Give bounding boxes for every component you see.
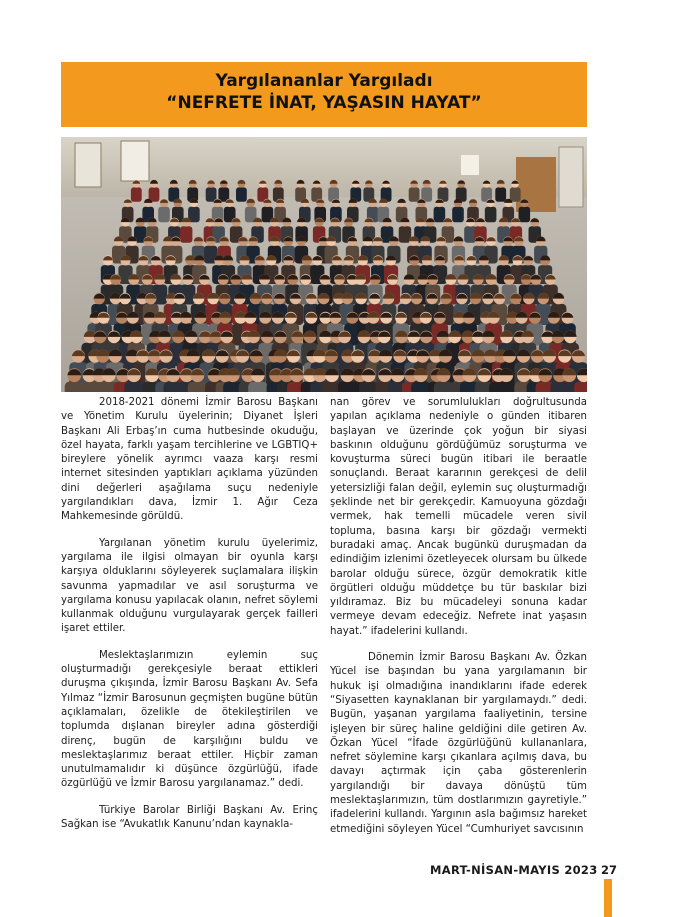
paragraph: 2018-2021 dönemi İzmir Barosu Başkanı ve Yönetim Kurulu üyelerinin; Diyanet İşleri Başkanı Ali Erbaş’ın cuma hutbesinde okuduğu, özel hayata, farklı yaşam tercihlerine ve LGBTIQ+ bireylere yönelik ayrımcı vaaza karşı resmi internet sitesinden yaptıkları açıklama yüzünden dini değerleri aşağılama suçu nedeniyle yargılandıkları dava, İzmir 1. Ağır Ceza Mahkemesinde görüldü. (61, 397, 318, 523)
paragraph: nan görev ve sorumlulukları doğrultusunda yapılan açıklama nedeniyle o günden itibaren başlayan ve üzerinde çok yoğun bir siyasi baskının olduğunu gördüğümüz soruşturma ve kovuşturma süreci bugün itibari ile beraatle sonuçlandı. Beraat kararının gerekçesi de delil yetersizliği falan değil, eylemin suç oluşturmadığı şeklinde net bir gerekçedir. Kamuoyuna gözdağı vermek, hak temelli mücadele veren sivil topluma, basına karşı bir gözdağı vermekti buradaki amaç. Ancak bugünkü duruşmadan da edindiğim izlenimi özetleyecek olursam bu ülkede barolar olduğu sürece, özgür demokratik kitle örgütleri olduğu müddetçe bu tür baskılar bizi yıldıramaz. Biz bu mücadeleyi sonuna kadar vermeye devam edeceğiz. Nefrete inat yaşasın hayat.” ifadelerini kullandı. (330, 397, 587, 637)
article-left-column (61, 396, 318, 844)
issue-date: MART-NİSAN-MAYIS 2023 (430, 863, 598, 877)
page-accent-bar (604, 879, 612, 917)
page-number: 27 (601, 863, 618, 877)
article-subtitle: “NEFRETE İNAT, YAŞASIN HAYAT” (166, 93, 482, 113)
group-photo-image (61, 137, 587, 392)
paragraph: Türkiye Barolar Birliği Başkanı Av. Erinç Sağkan ise “Avukatlık Kanunu’ndan kaynakla- (61, 804, 318, 831)
article-right-column (330, 396, 587, 849)
paragraph: Yargılanan yönetim kurulu üyelerimiz, yargılama ile ilgisi olmayan bir oyunla karşı karşıya olduklarını söyleyerek suçlamalara ilişkin savunma yapmadılar ve asıl soruşturma ve yargılama konusu yapılacak olanın, nefret söylemi kullanmak olduğunu vurgulayarak gerçek failleri işaret ettiler. (61, 537, 318, 635)
article-title: Yargılananlar Yargıladı (215, 71, 433, 91)
paragraph: Meslektaşlarımızın eylemin suç oluşturmadığı gerekçesiyle beraat ettikleri duruşma çıkışında, İzmir Barosu Başkanı Av. Sefa Yılmaz “İzmir Barosunun geçmişten bugüne bütün açıklamaları, özelikle de ötekileştirilen ve toplumda dışlanan bireyler adına gösterdiği direnç, bugün de karşılığını buldu ve meslektaşlarımız beraat ettiler. Hiçbir zaman unutulmamalıdır ki düşünce özgürlüğü, ifade özgürlüğü ve İzmir Barosu yargılanamaz.” dedi. (61, 649, 318, 790)
paragraph: Dönemin İzmir Barosu Başkanı Av. Özkan Yücel ise başından bu yana yargılamanın bir hukuk işi olmadığına inandıklarını ifade ederek “Siyasetten kaynaklanan bir yargılamaydı.” dedi. Bugün, yaşanan yargılama faaliyetinin, tersine işleyen bir süreç haline geldiğini dile getiren Av. Özkan Yücel “İfade özgürlüğünü kullananlara, nefret söylemine karşı çıkanlara açılmış dava, bu davayı açtırmak için çaba gösterenlerin yargılandığı bir davaya dönüştü tüm meslektaşlarımızın, tüm dostlarımızın gayretiyle.” ifadelerini kullandı. Yargının asla bağımsız hareket etmediğini söyleyen Yücel “Cumhuriyet savcısının (330, 652, 587, 835)
article-title-banner (61, 62, 587, 127)
